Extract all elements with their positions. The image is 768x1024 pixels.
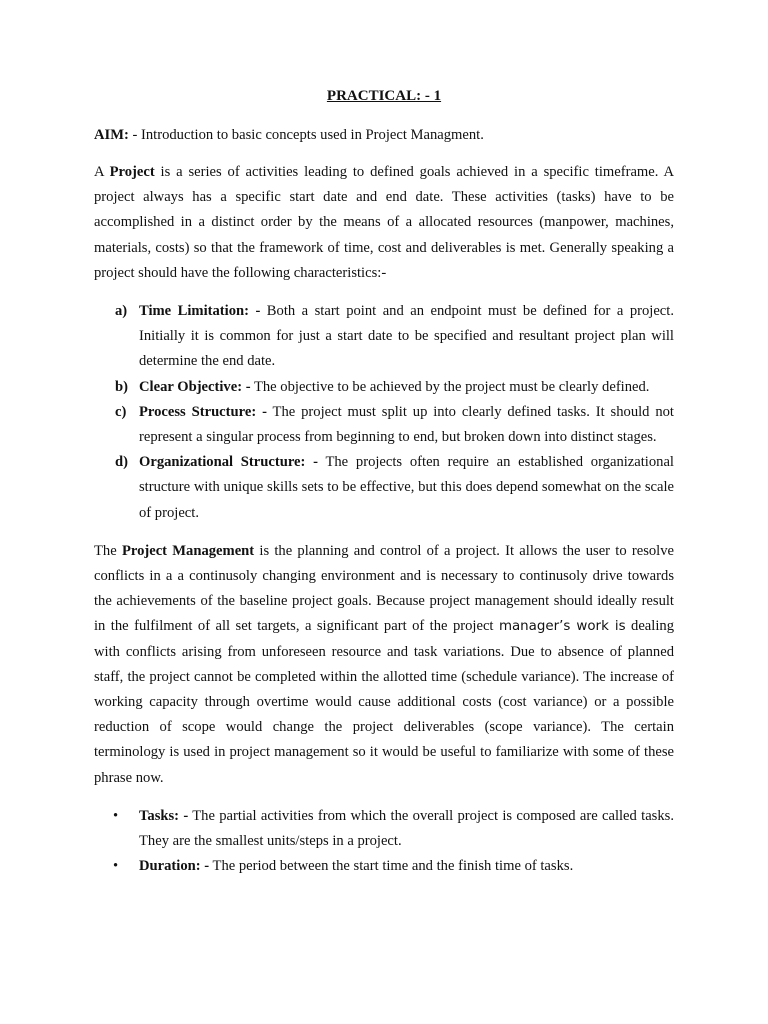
document-page [94,84,674,892]
characteristic-text: The project must split up into clearly defined tasks. It should not represent a singular process from beginning to end, but broken down into distinct stages. [139,403,674,446]
characteristic-item [94,375,674,400]
management-lead: The [94,542,122,559]
page-title: PRACTICAL: - 1 [326,88,442,104]
list-marker: b) [115,378,128,395]
bullet-icon: • [113,858,119,875]
list-marker: c) [115,403,127,420]
intro-lead: A [94,164,110,180]
intro-text: is a series of activities leading to defined goals achieved in a specific timeframe. A project always has a specific start date and end date. These activities (tasks) have to be accomplished in a distinct order by the means of a allocated resources (manpower, machines, materials, costs) so that the framework of time, cost and deliverables is met. Generally speaking a project should have the following characteristics:- [94,164,674,281]
list-marker: d) [115,454,128,471]
aim-line [94,123,674,148]
intro-paragraph [94,160,674,286]
management-term: Project Management [121,542,255,559]
term-item [94,804,674,854]
term-name: Tasks: - [139,807,189,824]
management-text-a: is the planning and control of a project. It allows the user to resolve conflicts in a a continusoly changing environment and is necessary to continusoly drive towards the achievements of the baseline project goals. Because project management should ideally result in the fulfilment of all set targets, a significant part of the project [94,542,675,635]
list-marker: a) [115,303,128,320]
characteristic-term: Clear Objective: - [139,378,251,395]
bullet-icon: • [113,807,119,824]
management-paragraph [94,539,674,791]
characteristic-text: The objective to be achieved by the project must be clearly defined. [250,378,650,395]
term-text: The partial activities from which the overall project is composed are called tasks. They are the smallest units/steps in a project. [139,807,674,850]
term-text: The period between the start time and the finish time of tasks. [209,858,574,875]
characteristic-term: Process Structure: - [139,403,267,420]
characteristic-term: Organizational Structure: - [139,454,318,471]
term-name: Duration: - [139,858,210,875]
characteristic-text: Both a start point and an endpoint must be defined for a project. Initially it is common for just a start date to be specified and resultant project plan will determine the end date. [139,303,674,370]
characteristic-term: Time Limitation: - [139,303,261,320]
aim-label: AIM: [94,127,129,143]
characteristic-text: The projects often require an established organizational structure with unique skills sets to be effective, but this does depend somewhat on the scale of project. [139,454,674,521]
terms-list [94,804,674,880]
intro-term: Project [109,164,155,180]
characteristics-list [94,299,674,526]
characteristic-item [94,450,674,526]
management-text-styled: manager’s work is [498,619,626,635]
management-text-b: dealing with conflicts arising from unforeseen resource and task variations. Due to absence of planned staff, the project cannot be completed within the allotted time (schedule variance). The increase of working capacity through overtime would cause additional costs (cost variance) or a possible reduction of scope would change the project deliverables (scope variance). The certain terminology is used in project management so it would be useful to familiarize with some of these phrase now. [94,618,674,786]
characteristic-item [94,299,674,375]
characteristic-item [94,400,674,450]
aim-text: - Introduction to basic concepts used in Project Managment. [128,127,484,143]
term-item [94,854,674,879]
